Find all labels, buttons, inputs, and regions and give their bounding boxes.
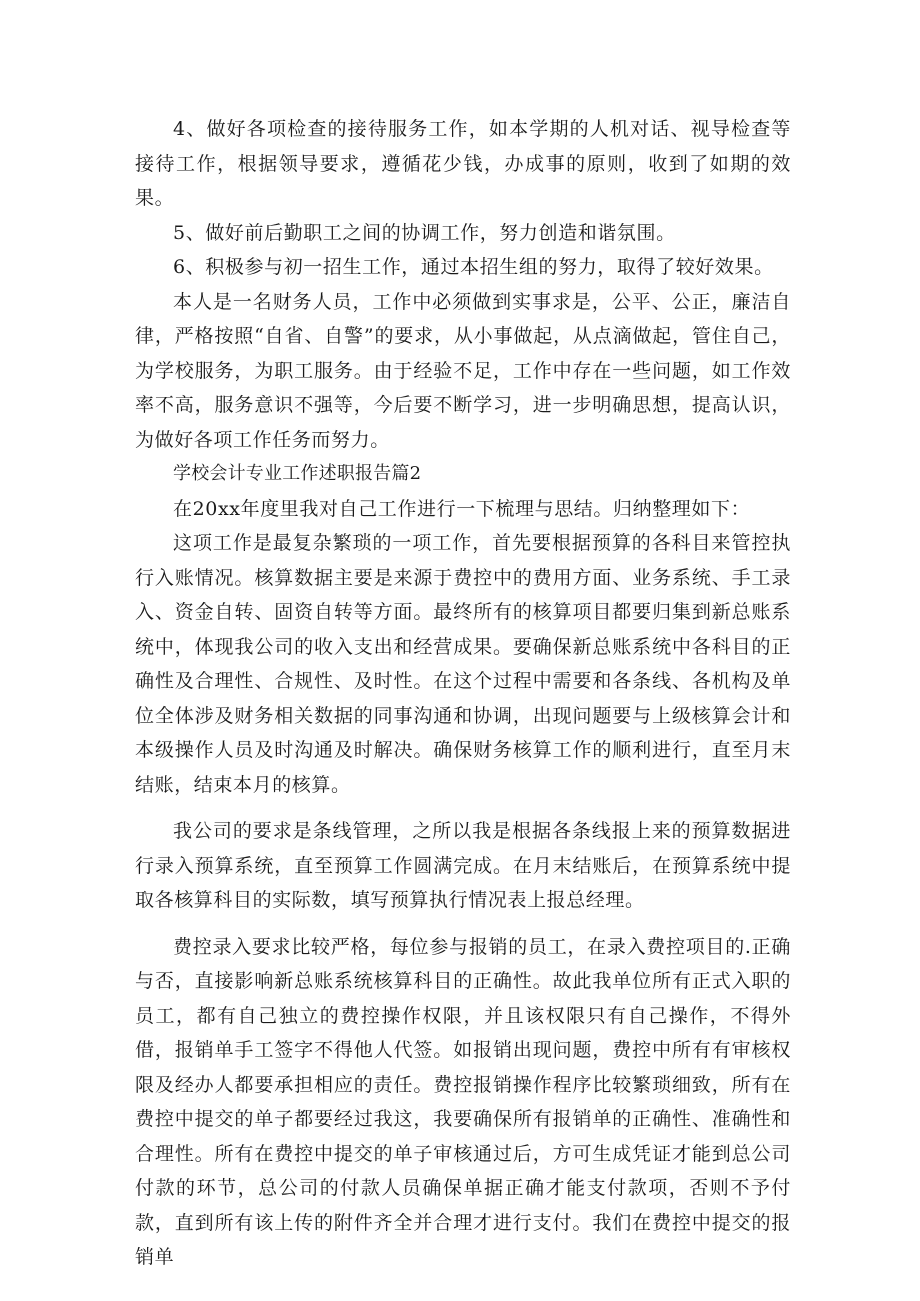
section-heading: 学校会计专业工作述职报告篇2: [173, 463, 422, 484]
document-body: [135, 112, 791, 1275]
paragraph-item-6: 6、积极参与初一招生工作，通过本招生组的努力，取得了较好效果。: [173, 256, 774, 278]
section-intro: 在20xx年度里我对自己工作进行一下梳理与思结。归纳整理如下：: [173, 497, 751, 520]
paragraph-self-summary: 本人是一名财务人员，工作中必须做到实事求是，公平、公正，廉洁自律，严格按照“自省、自警”的要求，从小事做起，从点滴做起，管住自己，为学校服务，为职工服务。由于经验不足，工作中存在一些问题，如工作效率不高，服务意识不强等，今后要不断学习，进一步明确思想，提高认识，为做好各项工作任务而努力。: [135, 290, 791, 451]
paragraph-expense-control: 费控录入要求比较严格，每位参与报销的员工，在录入费控项目的.正确与否，直接影响新总账系统核算科目的正确性。故此我单位所有正式入职的员工，都有自己独立的费控操作权限，并且该权限只有自己操作，不得外借，报销单手工签字不得他人代签。如报销出现问题，费控中所有有审核权限及经办人都要承担相应的责任。费控报销操作程序比较繁琐细致，所有在费控中提交的单子都要经过我这，我要确保所有报销单的正确性、准确性和合理性。所有在费控中提交的单子审核通过后，方可生成凭证才能到总公司付款的环节，总公司的付款人员确保单据正确才能支付款项，否则不予付款，直到所有该上传的附件齐全并合理才进行支付。我们在费控中提交的报销单: [135, 935, 791, 1268]
paragraph-item-5: 5、做好前后勤职工之间的协调工作，努力创造和谐氛围。: [173, 221, 676, 244]
paragraph-budget-management: 我公司的要求是条线管理，之所以我是根据各条线报上来的预算数据进行录入预算系统，直至预算工作圆满完成。在月末结账后，在预算系统中提取各核算科目的实际数，填写预算执行情况表上报总经理。: [135, 820, 791, 911]
paragraph-item-4: 4、做好各项检查的接待服务工作，如本学期的人机对话、视导检查等接待工作，根据领导要求，遵循花少钱，办成事的原则，收到了如期的效果。: [135, 118, 791, 209]
paragraph-accounting-work: 这项工作是最复杂繁琐的一项工作，首先要根据预算的各科目来管控执行入账情况。核算数据主要是来源于费控中的费用方面、业务系统、手工录入、资金自转、固资自转等方面。最终所有的核算项目都要归集到新总账系统中，体现我公司的收入支出和经营成果。要确保新总账系统中各科目的正确性及合理性、合规性、及时性。在这个过程中需要和各条线、各机构及单位全体涉及财务相关数据的同事沟通和协调，出现问题要与上级核算会计和本级操作人员及时沟通及时解决。确保财务核算工作的顺利进行，直至月末结账，结束本月的核算。: [135, 532, 791, 796]
